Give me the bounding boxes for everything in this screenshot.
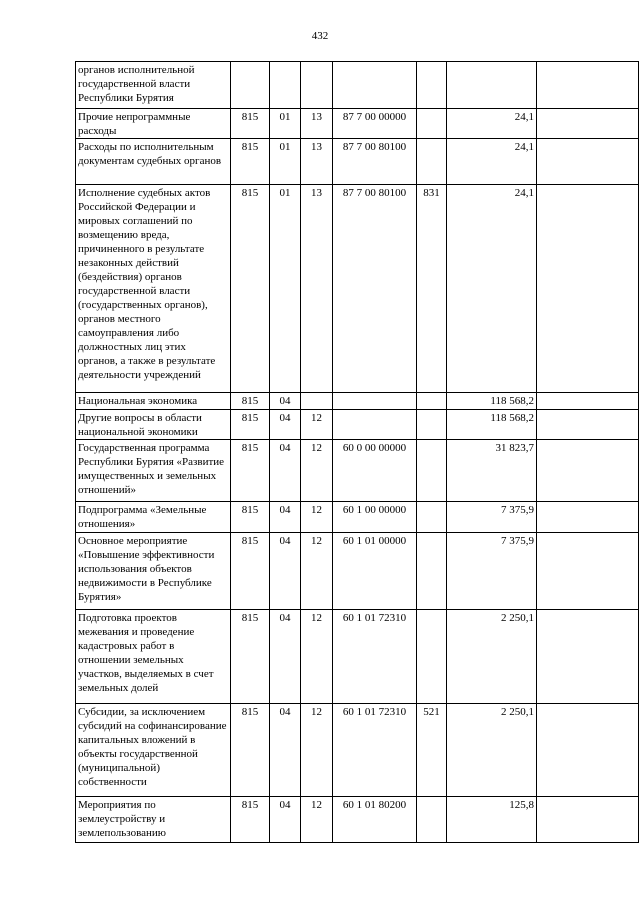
row-name-cell: Подпрограмма «Земельные отношения» <box>76 502 231 533</box>
amount-cell: 2 250,1 <box>447 704 537 797</box>
department-code-cell: 815 <box>231 610 270 704</box>
expense-type-cell <box>417 533 447 610</box>
department-code-cell: 815 <box>231 797 270 843</box>
section-code-cell: 04 <box>270 440 301 502</box>
target-article-cell: 60 1 01 00000 <box>333 533 417 610</box>
department-code-cell: 815 <box>231 139 270 185</box>
target-article-cell: 87 7 00 00000 <box>333 109 417 139</box>
amount-cell: 125,8 <box>447 797 537 843</box>
section-code-cell: 04 <box>270 502 301 533</box>
expense-type-cell <box>417 440 447 502</box>
table-row <box>76 502 639 533</box>
extra-cell <box>537 109 639 139</box>
subsection-code-cell <box>301 62 333 109</box>
row-name-cell: Государственная программа Республики Бурятия «Развитие имущественных и земельных отношений» <box>76 440 231 502</box>
budget-table <box>75 61 639 843</box>
target-article-cell <box>333 410 417 440</box>
row-name-cell: Национальная экономика <box>76 393 231 410</box>
extra-cell <box>537 62 639 109</box>
subsection-code-cell: 12 <box>301 704 333 797</box>
row-name-cell: Другие вопросы в области национальной экономики <box>76 410 231 440</box>
row-name-cell: Расходы по исполнительным документам судебных органов <box>76 139 231 185</box>
row-name-cell: Подготовка проектов межевания и проведение кадастровых работ в отношении земельных участков, выделяемых в счет земельных долей <box>76 610 231 704</box>
subsection-code-cell: 13 <box>301 109 333 139</box>
target-article-cell: 60 1 01 72310 <box>333 610 417 704</box>
extra-cell <box>537 139 639 185</box>
section-code-cell: 04 <box>270 704 301 797</box>
subsection-code-cell: 12 <box>301 410 333 440</box>
amount-cell: 2 250,1 <box>447 610 537 704</box>
extra-cell <box>537 797 639 843</box>
department-code-cell: 815 <box>231 393 270 410</box>
table-row <box>76 610 639 704</box>
section-code-cell: 04 <box>270 610 301 704</box>
department-code-cell: 815 <box>231 502 270 533</box>
section-code-cell: 04 <box>270 533 301 610</box>
expense-type-cell: 521 <box>417 704 447 797</box>
table-row <box>76 185 639 393</box>
row-name-cell: Основное мероприятие «Повышение эффективности использования объектов недвижимости в Республике Бурятия» <box>76 533 231 610</box>
department-code-cell: 815 <box>231 185 270 393</box>
table-row <box>76 704 639 797</box>
department-code-cell: 815 <box>231 440 270 502</box>
department-code-cell: 815 <box>231 109 270 139</box>
target-article-cell <box>333 393 417 410</box>
department-code-cell: 815 <box>231 410 270 440</box>
extra-cell <box>537 533 639 610</box>
table-row <box>76 797 639 843</box>
subsection-code-cell: 12 <box>301 533 333 610</box>
subsection-code-cell: 12 <box>301 610 333 704</box>
extra-cell <box>537 502 639 533</box>
amount-cell: 7 375,9 <box>447 502 537 533</box>
amount-cell: 24,1 <box>447 109 537 139</box>
target-article-cell: 60 1 01 80200 <box>333 797 417 843</box>
section-code-cell: 01 <box>270 109 301 139</box>
subsection-code-cell: 13 <box>301 185 333 393</box>
section-code-cell: 04 <box>270 393 301 410</box>
section-code-cell: 01 <box>270 139 301 185</box>
row-name-cell: Мероприятия по землеустройству и землепользованию <box>76 797 231 843</box>
target-article-cell: 87 7 00 80100 <box>333 185 417 393</box>
section-code-cell <box>270 62 301 109</box>
expense-type-cell <box>417 610 447 704</box>
extra-cell <box>537 410 639 440</box>
extra-cell <box>537 393 639 410</box>
subsection-code-cell: 12 <box>301 440 333 502</box>
expense-type-cell <box>417 109 447 139</box>
amount-cell: 24,1 <box>447 139 537 185</box>
extra-cell <box>537 440 639 502</box>
target-article-cell: 60 1 01 72310 <box>333 704 417 797</box>
extra-cell <box>537 704 639 797</box>
row-name-cell: Субсидии, за исключением субсидий на софинансирование капитальных вложений в объекты государственной (муниципальной) собственности <box>76 704 231 797</box>
amount-cell: 118 568,2 <box>447 410 537 440</box>
target-article-cell: 60 1 00 00000 <box>333 502 417 533</box>
section-code-cell: 04 <box>270 797 301 843</box>
section-code-cell: 01 <box>270 185 301 393</box>
expense-type-cell <box>417 139 447 185</box>
table-row <box>76 393 639 410</box>
amount-cell: 31 823,7 <box>447 440 537 502</box>
department-code-cell: 815 <box>231 533 270 610</box>
subsection-code-cell: 12 <box>301 797 333 843</box>
amount-cell: 118 568,2 <box>447 393 537 410</box>
department-code-cell: 815 <box>231 704 270 797</box>
expense-type-cell: 831 <box>417 185 447 393</box>
table-row <box>76 62 639 109</box>
target-article-cell: 60 0 00 00000 <box>333 440 417 502</box>
table-row <box>76 139 639 185</box>
row-name-cell: органов исполнительной государственной власти Республики Бурятия <box>76 62 231 109</box>
expense-type-cell <box>417 410 447 440</box>
subsection-code-cell: 12 <box>301 502 333 533</box>
amount-cell: 24,1 <box>447 185 537 393</box>
page-number: 432 <box>311 30 329 42</box>
expense-type-cell <box>417 797 447 843</box>
extra-cell <box>537 610 639 704</box>
extra-cell <box>537 185 639 393</box>
table-row <box>76 533 639 610</box>
table-row <box>76 410 639 440</box>
amount-cell <box>447 62 537 109</box>
target-article-cell: 87 7 00 80100 <box>333 139 417 185</box>
target-article-cell <box>333 62 417 109</box>
section-code-cell: 04 <box>270 410 301 440</box>
table-row <box>76 440 639 502</box>
expense-type-cell <box>417 62 447 109</box>
expense-type-cell <box>417 502 447 533</box>
subsection-code-cell <box>301 393 333 410</box>
amount-cell: 7 375,9 <box>447 533 537 610</box>
table-row <box>76 109 639 139</box>
expense-type-cell <box>417 393 447 410</box>
subsection-code-cell: 13 <box>301 139 333 185</box>
row-name-cell: Исполнение судебных актов Российской Федерации и мировых соглашений по возмещению вреда, причиненного в результате незаконных действий (бездействия) органов государственной власти (государственных органов), органов местного самоуправления либо должностных лиц этих органов, а также в результате деятельности учреждений <box>76 185 231 393</box>
department-code-cell <box>231 62 270 109</box>
row-name-cell: Прочие непрограммные расходы <box>76 109 231 139</box>
